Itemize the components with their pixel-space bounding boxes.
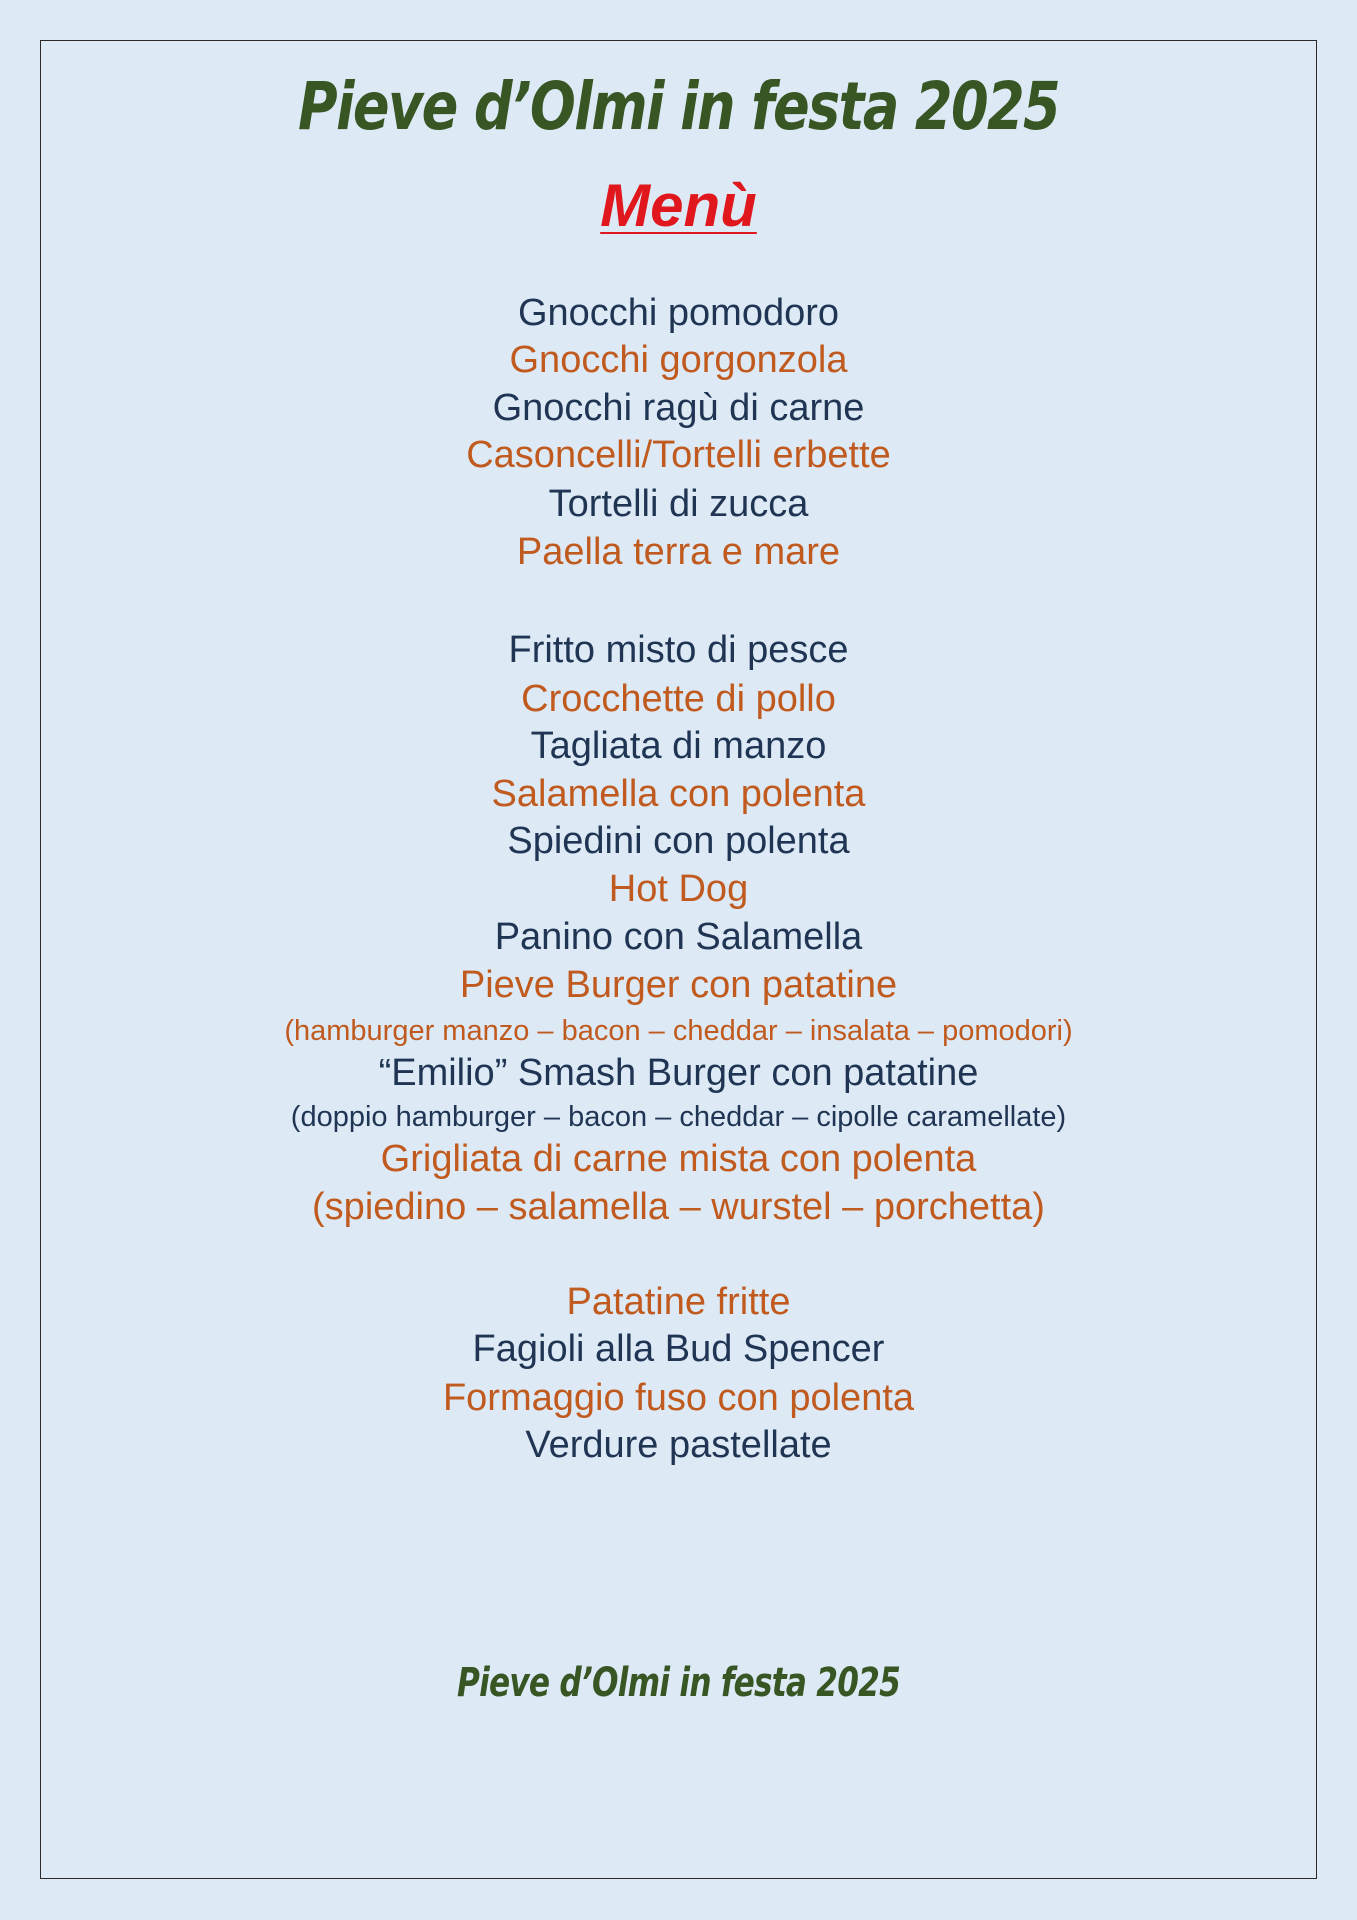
menu-item: Paella terra e mare	[516, 531, 841, 573]
menu-item: Gnocchi ragù di carne	[492, 387, 865, 429]
menu-item: Panino con Salamella	[494, 916, 863, 958]
menu-item: Spiedini con polenta	[507, 820, 850, 862]
menu-item: Patatine fritte	[566, 1281, 791, 1323]
menu-item: Hot Dog	[608, 868, 749, 910]
menu-item: Formaggio fuso con polenta	[442, 1377, 915, 1419]
menu-item: Gnocchi pomodoro	[517, 292, 840, 334]
menu-item: Pieve Burger con patatine	[459, 964, 898, 1006]
menu-item: Casoncelli/Tortelli erbette	[466, 434, 891, 476]
menu-item: Fagioli alla Bud Spencer	[472, 1328, 885, 1370]
page-title: Pieve d’Olmi in festa 2025	[297, 68, 1059, 145]
menu-item-note: (spiedino – salamella – wurstel – porchetta)	[312, 1186, 1045, 1228]
menu-item: Tagliata di manzo	[530, 725, 827, 767]
menu-item: Crocchette di pollo	[521, 678, 836, 720]
menu-item: Salamella con polenta	[491, 773, 866, 815]
menu-heading: Menù	[600, 172, 757, 239]
menu-item: Tortelli di zucca	[548, 483, 809, 525]
menu-item: “Emilio” Smash Burger con patatine	[378, 1052, 979, 1094]
menu-item: Verdure pastellate	[525, 1424, 832, 1466]
menu-item-note: (hamburger manzo – bacon – cheddar – insalata – pomodori)	[284, 1015, 1073, 1047]
menu-item: Gnocchi gorgonzola	[509, 339, 848, 381]
menu-item: Grigliata di carne mista con polenta	[380, 1138, 977, 1180]
footer-title: Pieve d’Olmi in festa 2025	[456, 1660, 901, 1706]
menu-item-note: (doppio hamburger – bacon – cheddar – cipolle caramellate)	[290, 1101, 1067, 1133]
menu-item: Fritto misto di pesce	[508, 629, 849, 671]
